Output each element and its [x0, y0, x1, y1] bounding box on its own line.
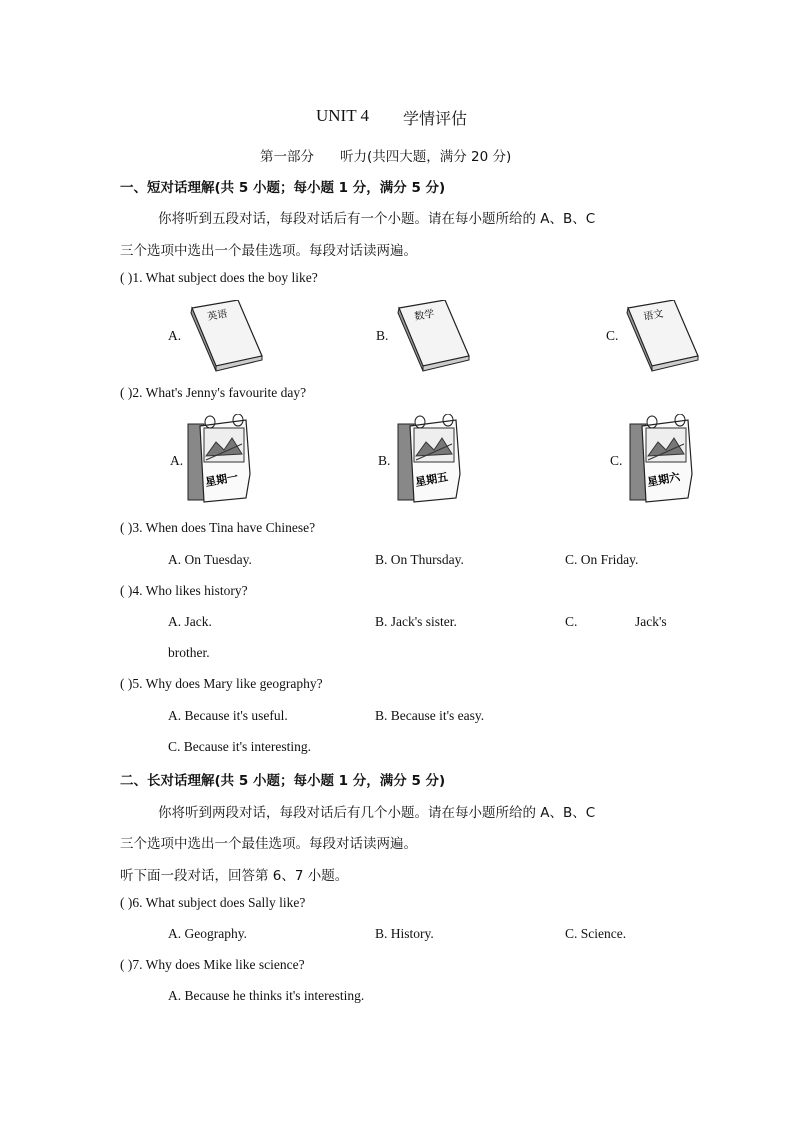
q4-option-c-text-cont: brother. [168, 645, 210, 660]
section2-instruction-line2: 三个选项中选出一个最佳选项。每段对话读两遍。 [120, 836, 417, 852]
q2-option-a-label: A. [170, 453, 184, 468]
q4-option-b: B. Jack's sister. [375, 614, 457, 629]
calendar-friday-icon [396, 414, 464, 504]
q6-stem: ( )6. What subject does Sally like? [120, 895, 306, 910]
q1-option-b-label: B. [376, 328, 389, 343]
q7-option-a: A. Because he thinks it's interesting. [168, 988, 365, 1003]
q5-stem: ( )5. Why does Mary like geography? [120, 676, 323, 691]
q5-option-b: B. Because it's easy. [375, 708, 485, 723]
book-english-label: 英语 [206, 308, 229, 323]
q5-option-c: C. Because it's interesting. [168, 739, 312, 754]
calendar-friday-label: 星期五 [414, 470, 450, 489]
section1-instruction-line2: 三个选项中选出一个最佳选项。每段对话读两遍。 [120, 243, 417, 259]
book-chinese-icon [624, 300, 704, 372]
q1-option-c-label: C. [606, 328, 619, 343]
part-label: 第一部分 [260, 149, 314, 165]
part-detail: 听力(共四大题，满分 20 分) [340, 149, 512, 165]
book-math-icon [395, 300, 475, 372]
q4-option-c-text: Jack's [635, 614, 667, 629]
q4-stem: ( )4. Who likes history? [120, 583, 248, 598]
calendar-monday-label: 星期一 [204, 470, 240, 489]
section2-instruction-line1: 你将听到两段对话，每段对话后有几个小题。请在每小题所给的 A、B、C [158, 805, 596, 821]
q2-option-c-label: C. [610, 453, 623, 468]
calendar-monday-icon [186, 414, 254, 504]
q2-stem: ( )2. What's Jenny's favourite day? [120, 385, 307, 400]
q1-option-a-label: A. [168, 328, 182, 343]
q1-stem: ( )1. What subject does the boy like? [120, 270, 318, 285]
q5-option-a: A. Because it's useful. [168, 708, 288, 723]
dialog-note: 听下面一段对话，回答第 6、7 小题。 [120, 868, 349, 884]
section1-heading: 一、短对话理解(共 5 小题；每小题 1 分，满分 5 分) [120, 180, 446, 196]
book-english-icon [188, 300, 268, 372]
q7-stem: ( )7. Why does Mike like science? [120, 957, 305, 972]
page-title: 学情评估 [403, 109, 468, 128]
calendar-saturday-icon [628, 414, 696, 504]
q4-option-c: C. [565, 614, 578, 629]
q3-option-a: A. On Tuesday. [168, 552, 252, 567]
q6-option-b: B. History. [375, 926, 434, 941]
q6-option-c: C. Science. [565, 926, 627, 941]
q2-option-b-label: B. [378, 453, 391, 468]
q6-option-a: A. Geography. [168, 926, 247, 941]
calendar-saturday-label: 星期六 [646, 470, 682, 489]
q3-option-b: B. On Thursday. [375, 552, 464, 567]
q3-stem: ( )3. When does Tina have Chinese? [120, 520, 316, 535]
book-chinese-label: 语文 [642, 308, 665, 323]
q3-option-c: C. On Friday. [565, 552, 639, 567]
section1-instruction-line1: 你将听到五段对话，每段对话后有一个小题。请在每小题所给的 A、B、C [158, 211, 596, 227]
unit-label: UNIT 4 [316, 106, 370, 125]
section2-heading: 二、长对话理解(共 5 小题；每小题 1 分，满分 5 分) [120, 773, 446, 789]
q4-option-a: A. Jack. [168, 614, 212, 629]
book-math-label: 数学 [413, 308, 436, 323]
